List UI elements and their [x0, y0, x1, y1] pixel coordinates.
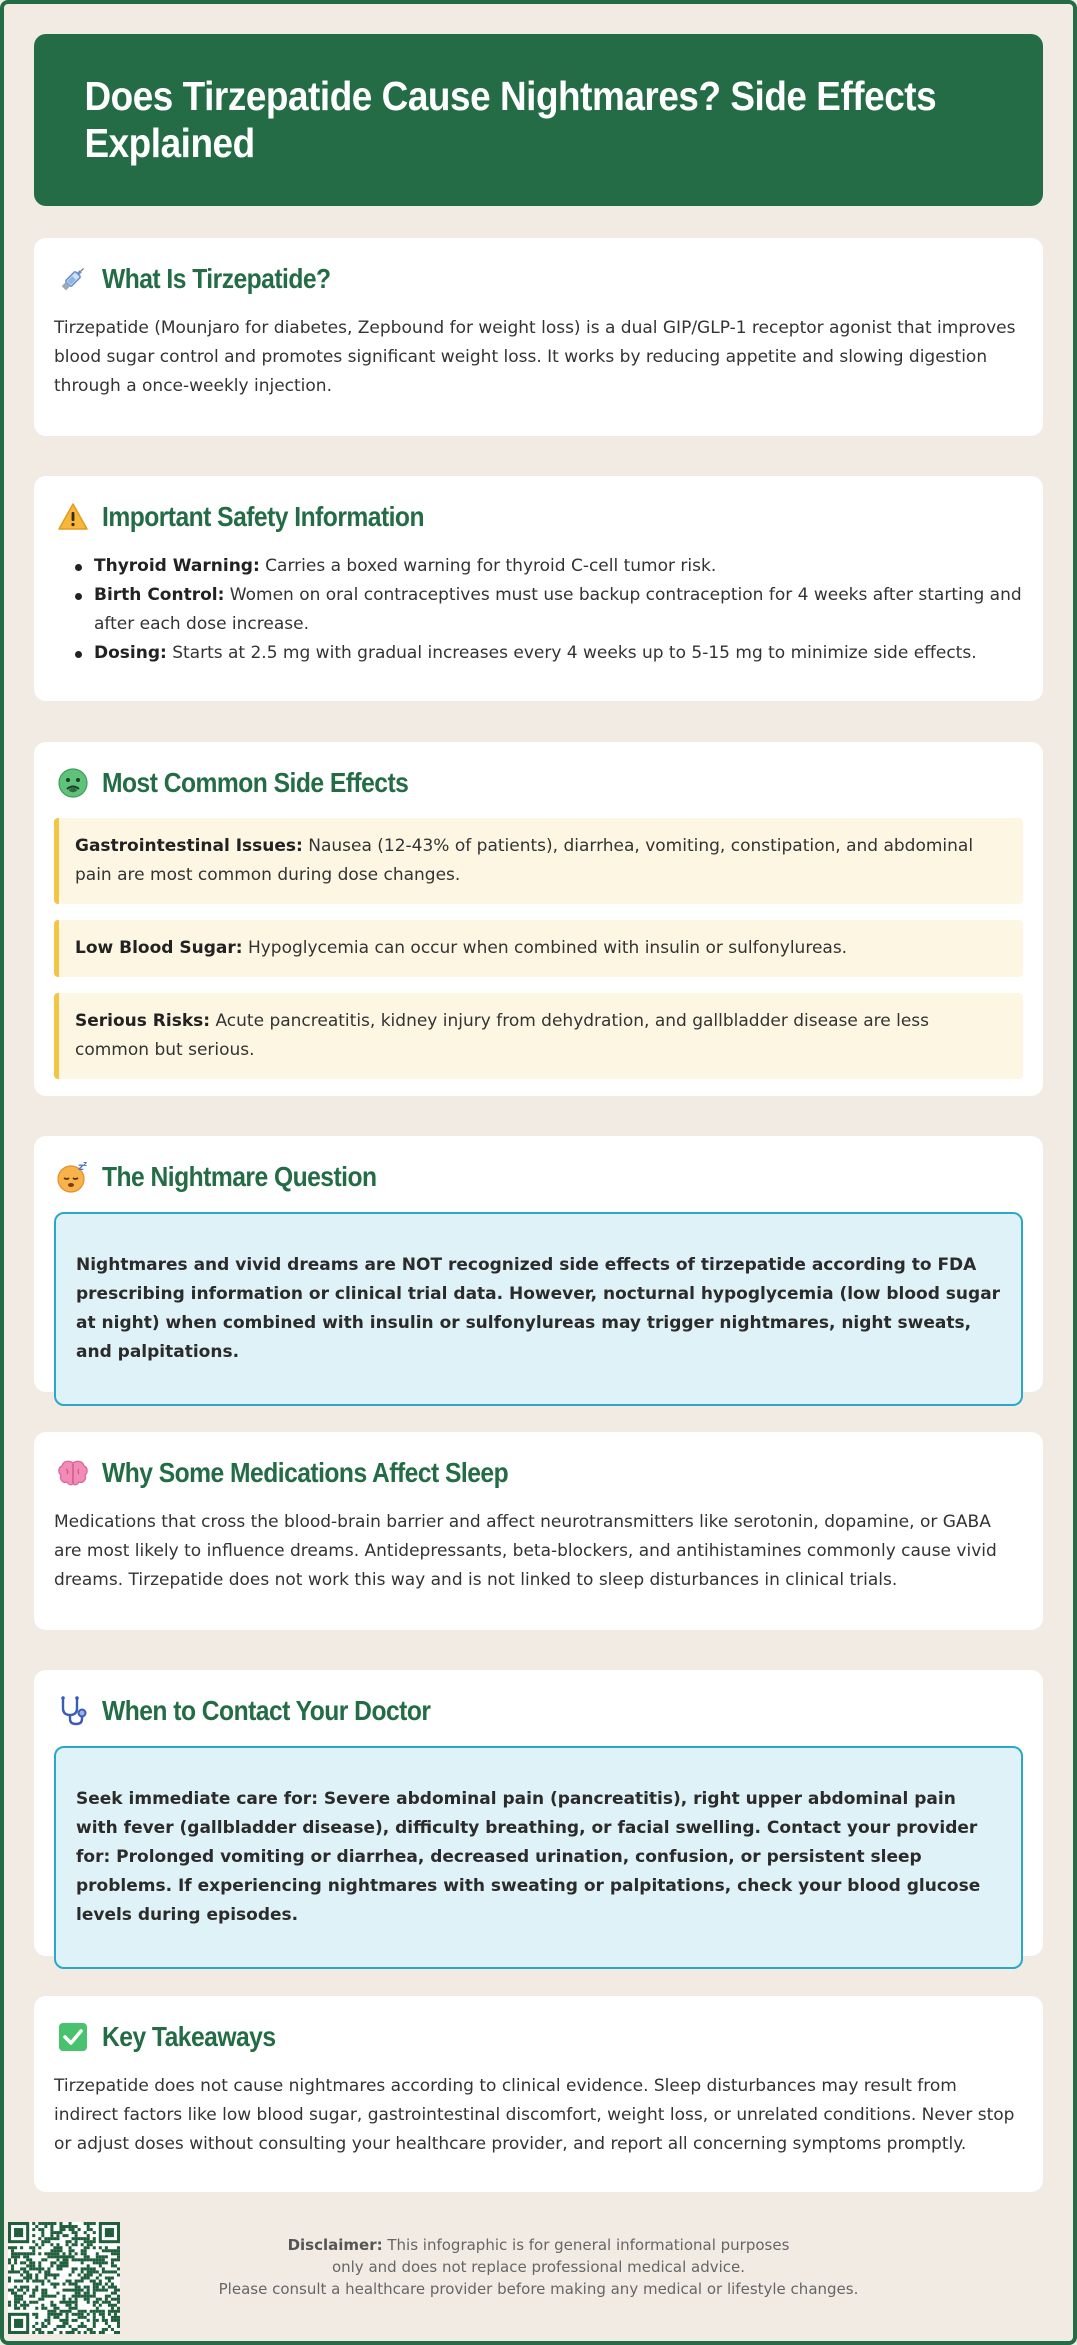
section-text: Tirzepatide (Mounjaro for diabetes, Zepbound for weight loss) is a dual GIP/GLP-1 receptor agonist that improves blood sugar control and promotes significant weight loss. It works by reducing appetite and slowing digestion through a once-weekly injection. — [54, 318, 1016, 396]
check-mark-icon — [56, 2020, 90, 2054]
side-effect-callout: Gastrointestinal Issues: Nausea (12-43% of patients), diarrhea, vomiting, constipation, and abdominal pain are most common during dose changes. — [54, 818, 1023, 904]
card-header — [54, 764, 1023, 802]
card-safety-info — [34, 476, 1043, 701]
card-header — [54, 1454, 1023, 1492]
section-heading: The Nightmare Question — [102, 1161, 377, 1192]
disclaimer-label: Disclaimer: — [287, 2236, 383, 2254]
card-medications-sleep — [34, 1432, 1043, 1630]
section-heading: Most Common Side Effects — [102, 767, 409, 798]
disclaimer-line: Please consult a healthcare provider before making any medical or lifestyle changes. — [218, 2280, 859, 2298]
list-item: Thyroid Warning: Carries a boxed warning for thyroid C-cell tumor risk. — [72, 552, 1023, 581]
brain-icon — [56, 1456, 90, 1490]
card-common-side-effects — [34, 742, 1043, 1096]
card-what-is-tirzepatide — [34, 238, 1043, 436]
card-contact-doctor — [34, 1670, 1043, 1956]
card-header — [54, 1158, 1023, 1196]
card-header — [54, 260, 1023, 298]
nightmare-callout: Nightmares and vivid dreams are NOT recognized side effects of tirzepatide according to FDA prescribing information or clinical trial data. However, nocturnal hypoglycemia (low blood sugar at night) when combined with insulin or sulfonylureas may trigger nightmares, night sweats, and palpitations. — [54, 1212, 1023, 1406]
disclaimer-line: only and does not replace professional medical advice. — [331, 2258, 746, 2276]
stethoscope-icon — [56, 1694, 90, 1728]
card-nightmare-question — [34, 1136, 1043, 1392]
card-key-takeaways — [34, 1996, 1043, 2192]
disclaimer — [200, 2234, 877, 2300]
warning-icon — [56, 500, 90, 534]
nauseated-face-icon — [56, 766, 90, 800]
safety-list — [54, 552, 1023, 668]
card-header — [54, 498, 1023, 536]
card-header — [54, 2018, 1023, 2056]
qr-code[interactable] — [8, 2222, 120, 2334]
list-item: Birth Control: Women on oral contraceptives must use backup contraception for 4 weeks after starting and after each dose increase. — [72, 581, 1023, 639]
section-heading: Key Takeaways — [102, 2021, 276, 2052]
doctor-callout: Seek immediate care for: Severe abdominal pain (pancreatitis), right upper abdominal pain with fever (gallbladder disease), difficulty breathing, or facial swelling. Contact your provider for: Prolonged vomiting or diarrhea, decreased urination, confusion, or persistent sleep problems. If experiencing nightmares with sweating or palpitations, check your blood glucose levels during episodes. — [54, 1746, 1023, 1969]
side-effect-callout: Low Blood Sugar: Hypoglycemia can occur when combined with insulin or sulfonylureas. — [54, 920, 1023, 977]
syringe-icon — [56, 262, 90, 296]
section-heading: When to Contact Your Doctor — [102, 1695, 431, 1726]
svg-text:z: z — [83, 1160, 88, 1168]
page-title: Does Tirzepatide Cause Nightmares? Side Effects Explained — [84, 73, 937, 166]
section-text: Tirzepatide does not cause nightmares according to clinical evidence. Sleep disturbances may result from indirect factors like low blood sugar, gastrointestinal discomfort, weight loss, or unrelated conditions. Never stop or adjust doses without consulting your healthcare provider, and report all concerning symptoms promptly. — [54, 2076, 1015, 2154]
section-heading: Why Some Medications Affect Sleep — [102, 1457, 509, 1488]
disclaimer-line: This infographic is for general informational purposes — [382, 2236, 790, 2254]
card-header — [54, 1692, 1023, 1730]
section-heading: What Is Tirzepatide? — [102, 263, 331, 294]
list-item: Dosing: Starts at 2.5 mg with gradual increases every 4 weeks up to 5-15 mg to minimize side effects. — [72, 639, 1023, 668]
section-text: Medications that cross the blood-brain barrier and affect neurotransmitters like serotonin, dopamine, or GABA are most likely to influence dreams. Antidepressants, beta-blockers, and antihistamines commonly cause vivid dreams. Tirzepatide does not work this way and is not linked to sleep disturbances in clinical trials. — [54, 1512, 997, 1590]
svg-text:z: z — [78, 1162, 84, 1173]
side-effect-callout: Serious Risks: Acute pancreatitis, kidney injury from dehydration, and gallbladder disease are less common but serious. — [54, 993, 1023, 1079]
title-banner — [34, 34, 1043, 206]
section-heading: Important Safety Information — [102, 501, 424, 532]
sleeping-face-icon — [56, 1160, 90, 1194]
